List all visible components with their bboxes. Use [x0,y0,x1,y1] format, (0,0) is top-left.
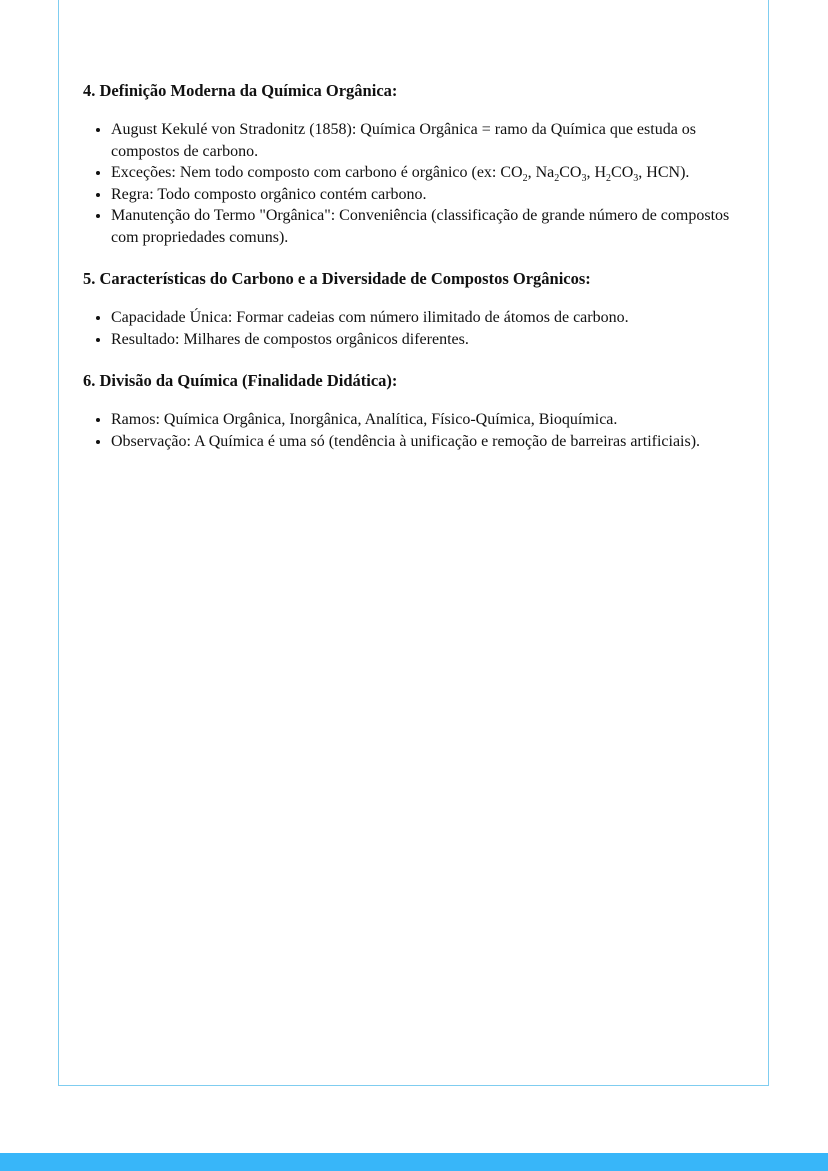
section-heading: 6. Divisão da Química (Finalidade Didática): [83,371,398,390]
subscript: 3 [581,173,587,185]
subscript: 2 [522,173,528,185]
bullet-list [83,409,743,452]
bullet-list [83,119,743,248]
list-item: • Manutenção do Termo "Orgânica": Conveniência (classificação de grande número de compostos com propriedades comuns). [111,205,743,248]
section-heading: 4. Definição Moderna da Química Orgânica: [83,81,398,100]
text-segment: , HCN). [638,164,690,181]
subscript: 2 [606,173,612,185]
text-segment: CO [611,164,634,181]
list-item: • Regra: Todo composto orgânico contém carbono. [111,184,743,206]
list-item: • Observação: A Química é uma só (tendência à unificação e remoção de barreiras artificiais). [111,431,743,453]
text-segment: , H [586,164,607,181]
list-item: • Resultado: Milhares de compostos orgânicos diferentes. [111,329,743,351]
text-segment: , Na [527,164,555,181]
subscript: 2 [554,173,560,185]
list-item: • Capacidade Única: Formar cadeias com número ilimitado de átomos de carbono. [111,307,743,329]
list-item [111,162,743,184]
bullet-list [83,307,743,350]
subscript: 3 [633,173,639,185]
list-item: • August Kekulé von Stradonitz (1858): Química Orgânica = ramo da Química que estuda os compostos de carbono. [111,119,743,162]
text-segment: CO [559,164,582,181]
section-heading: 5. Características do Carbono e a Diversidade de Compostos Orgânicos: [83,269,591,288]
document-content [83,80,743,472]
text-segment: Exceções: Nem todo composto com carbono é orgânico (ex: CO [111,164,523,181]
footer-bar [0,1153,828,1171]
list-item: • Ramos: Química Orgânica, Inorgânica, Analítica, Físico-Química, Bioquímica. [111,409,743,431]
